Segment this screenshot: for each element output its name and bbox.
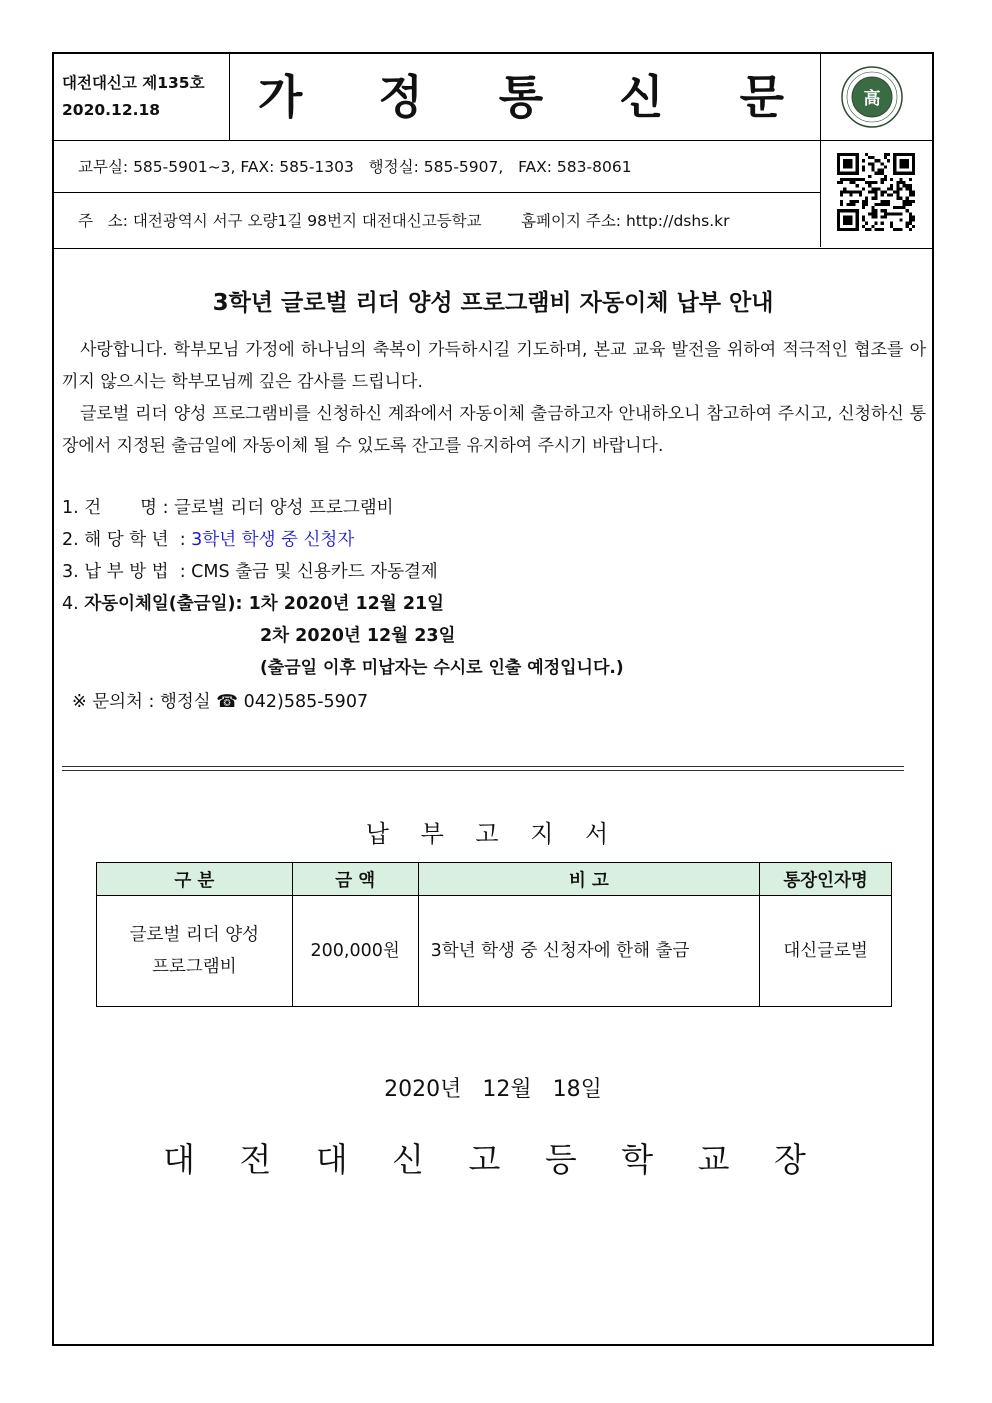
document-frame (52, 52, 934, 1346)
qr-code-icon[interactable] (837, 153, 915, 231)
cell-amount: 200,000원 (292, 896, 418, 1007)
notice-items (62, 492, 624, 718)
item-withdraw-date: 4. 자동이체일(출금일): 1차 2020년 12월 21일 (62, 594, 445, 614)
notice-title: 3학년 글로벌 리더 양성 프로그램비 자동이체 납부 안내 (212, 290, 774, 316)
contact-info: 교무실: 585-5901~3, FAX: 585-1303 행정실: 585-5907, FAX: 583-8061 (54, 141, 820, 193)
cell-remark: 3학년 학생 중 신청자에 한해 출금 (418, 896, 760, 1007)
withdraw-note: (출금일 이후 미납자는 수시로 인출 예정입니다.) (260, 658, 624, 678)
double-separator (62, 766, 904, 771)
issue-info (54, 54, 230, 140)
header-top-row (54, 54, 932, 141)
page-title: 가 정 통 신 문 (257, 70, 815, 124)
cell-account-name: 대신글로벌 (760, 896, 892, 1007)
greeting-paragraph: 사랑합니다. 학부모님 가정에 하나님의 축복이 가득하시길 기도하며, 본교 교육 발전을 위하여 적극적인 협조를 아끼지 않으시는 학부모님께 깊은 감사를 드립니다. (62, 340, 926, 392)
item-name: 1. 건 명 : 글로벌 리더 양성 프로그램비 (62, 498, 394, 518)
header-divider (54, 248, 932, 249)
cell-category: 글로벌 리더 양성 프로그램비 (97, 896, 293, 1007)
item-grade: 2. 해 당 학 년 : 3학년 학생 중 신청자 (62, 530, 355, 550)
issue-number: 대전대신고 제135호 (62, 74, 205, 92)
principal-signature: 대 전 대 신 고 등 학 교 장 (163, 1140, 823, 1179)
col-remark: 비 고 (418, 863, 760, 896)
withdraw-second: 2차 2020년 12월 23일 (260, 626, 456, 646)
school-logo-icon (841, 66, 903, 128)
address-info: 주 소: 대전광역시 서구 오량1길 98번지 대전대신고등학교 홈페이지 주소: http://dshs.kr (78, 212, 730, 230)
table-row (97, 896, 892, 1007)
bill-table (96, 862, 892, 1007)
qr-cell (820, 141, 933, 247)
col-account-name: 통장인자명 (760, 863, 892, 896)
col-amount: 금 액 (292, 863, 418, 896)
issue-date: 2020.12.18 (62, 101, 161, 119)
bill-title: 납 부 고 지 서 (365, 820, 621, 848)
item-method: 3. 납 부 방 법 : CMS 출금 및 신용카드 자동결제 (62, 562, 438, 582)
col-category: 구 분 (97, 863, 293, 896)
guidance-paragraph: 글로벌 리더 양성 프로그램비를 신청하신 계좌에서 자동이체 출금하고자 안내하오니 참고하여 주시고, 신청하신 통장에서 지정된 출금일에 자동이체 될 수 있도록 잔고를 유지하여 주시기 바랍니다. (62, 404, 926, 456)
logo-glyph: 高 (863, 89, 881, 109)
inquiry-line: ※ 문의처 : 행정실 ☎ 042)585-5907 (72, 692, 369, 712)
logo-cell (820, 54, 933, 140)
bill-header-row (97, 863, 892, 896)
issue-date-footer: 2020년 12월 18일 (384, 1077, 602, 1102)
